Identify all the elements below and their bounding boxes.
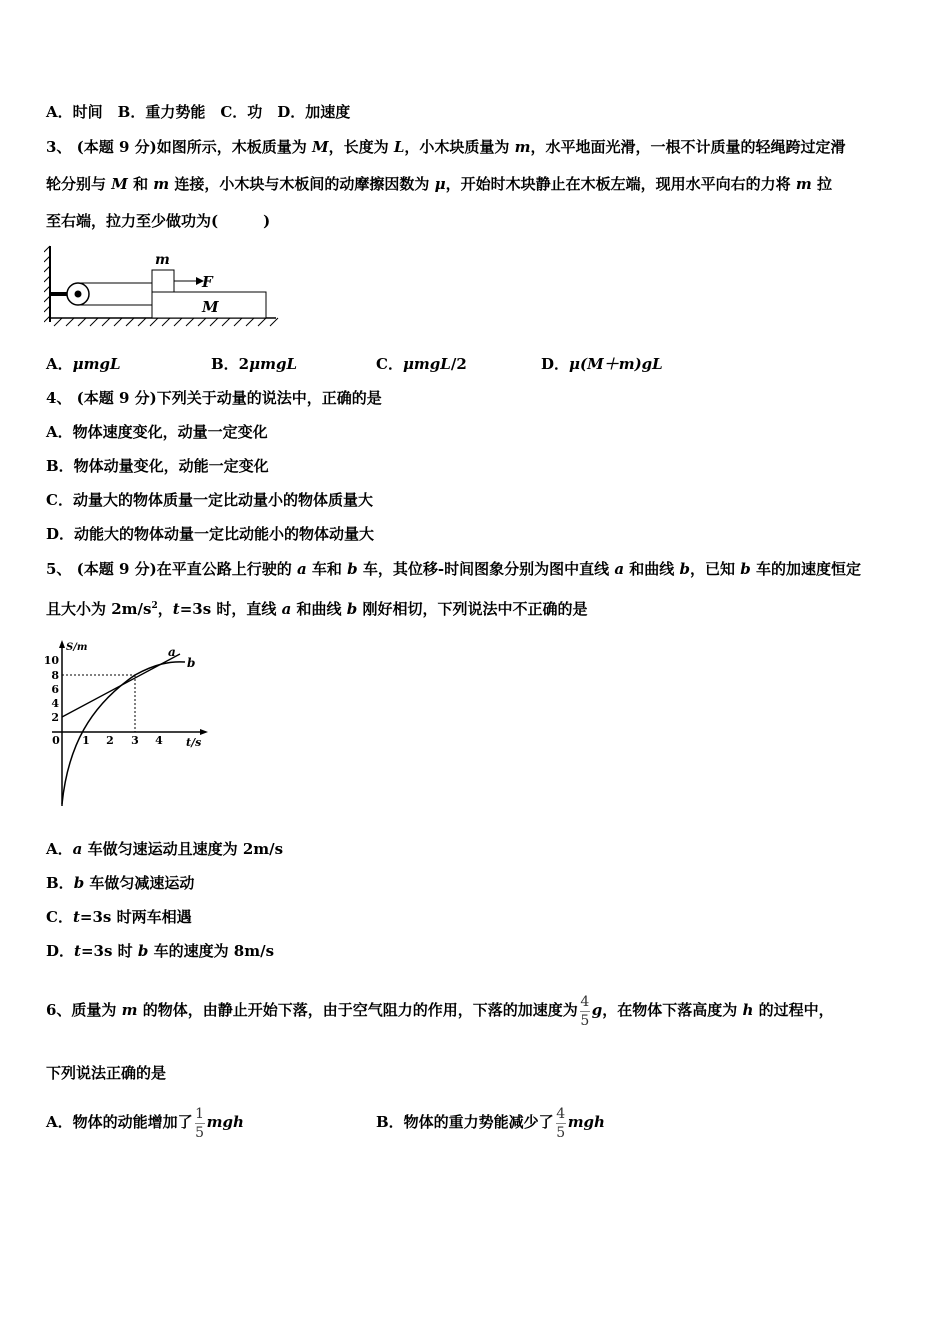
q3-stem-line1: 3、 (本题 9 分)如图所示，木板质量为 M，长度为 L，小木块质量为 m，水平地面光滑，一根不计质量的轻绳跨过定滑 <box>46 138 846 156</box>
q3-option-a: A．μmgL <box>46 355 121 373</box>
x-tick-2: 2 <box>106 734 114 747</box>
fraction-1-5: $\frac{1}{5}$ <box>195 1105 205 1141</box>
q4-option-a: A．物体速度变化，动量一定变化 <box>46 423 268 441</box>
x-axis-label: t/s <box>186 736 202 749</box>
y-axis-label: S/m <box>66 642 88 653</box>
q6-stem-line2: 下列说法正确的是 <box>46 1064 167 1082</box>
fraction-4-5b: $\frac{4}{5}$ <box>556 1105 566 1141</box>
q4-stem: 4、 (本题 9 分)下列关于动量的说法中，正确的是 <box>46 389 382 407</box>
q6-stem-line1: 6、质量为 m 的物体，由静止开始下落，由于空气阻力的作用，下落的加速度为 $\frac{4}{5}$ g，在物体下落高度为 h 的过程中， <box>46 993 834 1029</box>
q5-option-b: B．b 车做匀减速运动 <box>46 874 195 892</box>
curve-a-label: a <box>168 645 176 659</box>
q6-option-b: B．物体的重力势能减少了 $\frac{4}{5}$ mgh <box>376 1105 605 1141</box>
y-tick-8: 8 <box>51 669 59 682</box>
curve-b-label: b <box>187 656 196 670</box>
q5-option-a: A．a 车做匀速运动且速度为 2m/s <box>46 840 284 858</box>
q5-stem-line2: 且大小为 $2m/s^2$，t=3s 时，直线 a 和曲线 b 刚好相切，下列说法中不正确的是 <box>46 600 588 618</box>
q4-option-b: B．物体动量变化，动能一定变化 <box>46 457 269 475</box>
q4-option-d: D．动能大的物体动量一定比动能小的物体动量大 <box>46 525 375 543</box>
q3-option-b: B．2μmgL <box>211 355 298 373</box>
x-tick-4: 4 <box>155 734 163 747</box>
q5-displacement-time-graph <box>40 636 220 816</box>
label-M: M <box>202 298 219 316</box>
q5-option-d: D．t=3s 时 b 车的速度为 8m/s <box>46 942 275 960</box>
q5-option-c: C．t=3s 时两车相遇 <box>46 908 192 926</box>
q4-option-c: C．动量大的物体质量一定比动量小的物体质量大 <box>46 491 373 509</box>
x-tick-0: 0 <box>52 734 60 747</box>
q3-option-d: D．μ(M＋m)gL <box>541 355 663 373</box>
fraction-4-5: $\frac{4}{5}$ <box>580 993 590 1029</box>
curve-b <box>62 662 185 804</box>
q6-option-a: A．物体的动能增加了 $\frac{1}{5}$ mgh <box>46 1105 244 1141</box>
y-tick-2: 2 <box>51 711 59 724</box>
label-F: F <box>202 273 213 291</box>
label-m: m <box>155 252 170 268</box>
q3-option-c: C．μmgL/2 <box>376 355 467 373</box>
y-tick-10: 10 <box>43 654 59 667</box>
q2-options: A．时间 B．重力势能 C．功 D．加速度 <box>46 103 351 121</box>
x-tick-3: 3 <box>131 734 139 747</box>
y-tick-6: 6 <box>51 683 59 696</box>
x-tick-1: 1 <box>82 734 90 747</box>
q3-pulley-board-figure <box>44 242 284 332</box>
q5-stem-line1: 5、 (本题 9 分)在平直公路上行驶的 a 车和 b 车，其位移-时间图象分别为图中直线 a 和曲线 b，已知 b 车的加速度恒定 <box>46 560 861 578</box>
y-tick-4: 4 <box>51 697 59 710</box>
q3-stem-line2: 轮分别与 M 和 m 连接，小木块与木板间的动摩擦因数为 μ，开始时木块静止在木板左端，现用水平向右的力将 m 拉 <box>46 175 832 193</box>
q3-stem-line3: 至右端，拉力至少做功为( ) <box>46 212 271 230</box>
